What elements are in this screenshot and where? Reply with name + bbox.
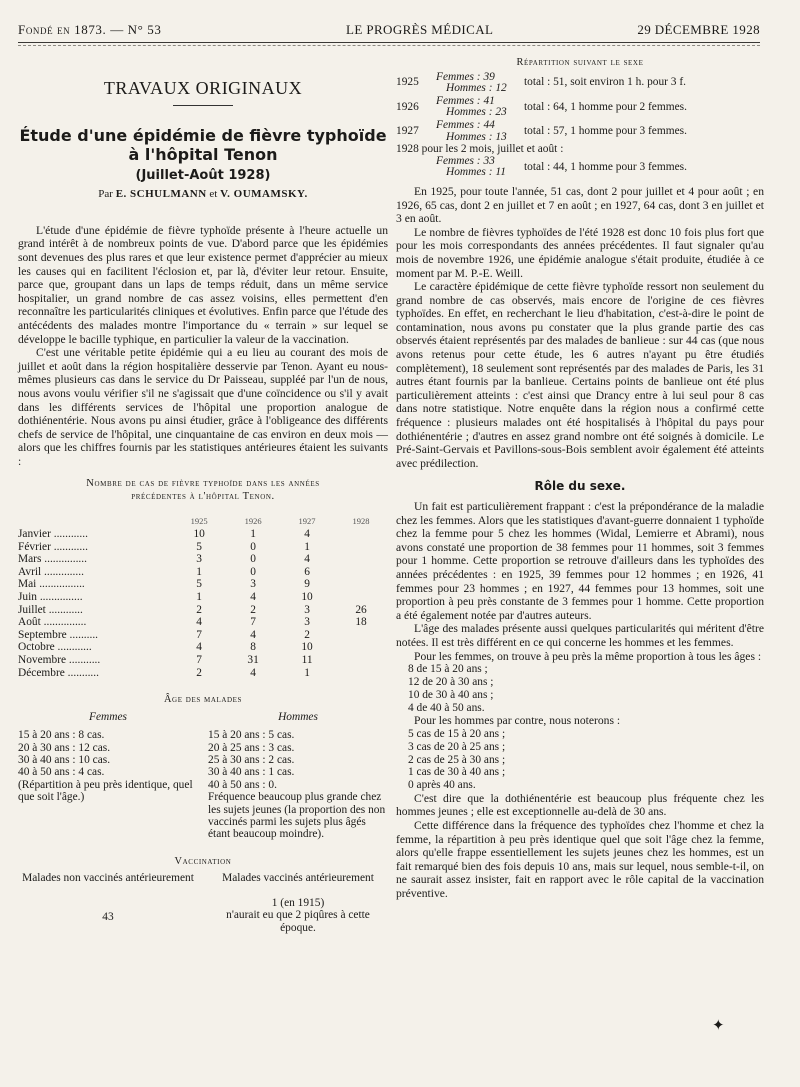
table-body (18, 528, 388, 679)
case-count-cell: 1 (196, 565, 202, 578)
case-count-cell (334, 553, 388, 566)
header-date: 29 DÉCEMBRE 1928 (637, 22, 760, 37)
rep-women: Femmes : 41 (436, 94, 495, 107)
rep-total: total : 51, soit environ 1 h. pour 3 f. (524, 76, 686, 89)
case-count-cell: 4 (196, 616, 202, 629)
left-column (18, 56, 388, 934)
case-count-cell (334, 667, 388, 680)
table-row (18, 616, 388, 629)
men-age-intro: Pour les hommes par contre, nous noterons : (414, 714, 621, 728)
list-item: Fréquence beaucoup plus grande chez les sujets jeunes (la proportion des non vaccinés parmi les sujets plus âgés étant beaucoup moindre). (208, 791, 386, 841)
rep-women: Femmes : 39 (436, 70, 495, 83)
case-count-cell (334, 629, 388, 642)
table-header-row (18, 515, 388, 528)
list-item: 10 de 30 à 40 ans ; (408, 688, 494, 701)
rep-row (396, 96, 764, 119)
case-count-cell: 6 (304, 565, 310, 578)
list-item: 5 cas de 15 à 20 ans ; (408, 727, 506, 740)
rep-row (396, 72, 764, 95)
vaccinated-count: 1 (en 1915) (271, 896, 325, 909)
case-count-cell: 7 (196, 628, 202, 641)
vaccinated-label: Malades vaccinés antérieurement (222, 872, 374, 885)
article-title-line2: à l'hôpital Tenon (128, 144, 278, 164)
case-count-cell: 26 (355, 603, 367, 616)
list-item: 30 à 40 ans : 1 cas. (208, 766, 295, 779)
list-item: 1 cas de 30 à 40 ans ; (408, 766, 506, 779)
non-vaccinated-column (18, 872, 198, 934)
case-count-cell: 4 (196, 641, 202, 654)
case-count-cell: 4 (250, 666, 256, 679)
case-count-cell (334, 578, 388, 591)
rep-total: total : 44, 1 homme pour 3 femmes. (524, 160, 687, 173)
case-count-cell: 1 (304, 666, 310, 679)
yearly-summary-paragraph: En 1925, pour toute l'année, 51 cas, dont 2 pour juillet et 4 pour août ; en 1926, 65 cas, dont 2 en juillet et 7 en août ; en 1927, 64 cas, dont 3 en juillet et 3 en août. (396, 184, 764, 226)
case-count-cell: 31 (247, 654, 259, 666)
table-row (18, 578, 388, 591)
rep-women: Femmes : 33 (436, 154, 495, 167)
case-count-cell: 18 (355, 616, 367, 629)
section-title: TRAVAUX ORIGINAUX (103, 78, 303, 98)
table-row (18, 629, 388, 642)
case-count-cell: 7 (250, 616, 256, 629)
list-item: 25 à 30 ans : 2 cas. (208, 754, 295, 766)
list-item: 20 à 30 ans : 12 cas. (18, 741, 111, 754)
month-name: Octobre ............ (18, 641, 92, 654)
men-heading: Hommes (278, 710, 318, 723)
case-count-cell: 2 (196, 666, 202, 679)
table-row (18, 667, 388, 680)
header-rule (18, 42, 760, 43)
article-subtitle: (Juillet-Août 1928) (135, 167, 271, 183)
vaccination-caption: Vaccination (174, 855, 232, 867)
year-header: 1928 (352, 516, 370, 527)
case-count-cell: 3 (250, 578, 256, 591)
non-vaccinated-count: 43 (102, 910, 114, 923)
vaccinated-note: n'aurait eu que 2 piqûres à cette époque. (226, 909, 370, 934)
case-count-cell (334, 641, 388, 654)
year-header: 1926 (244, 516, 262, 527)
case-count-cell: 0 (250, 540, 256, 553)
table-row (18, 654, 388, 667)
role-of-sex-heading: Rôle du sexe. (534, 479, 626, 494)
list-item: 0 après 40 ans. (408, 779, 476, 792)
list-item: (Répartition à peu près identique, quel que soit l'âge.) (18, 778, 193, 804)
case-count-cell: 10 (301, 591, 313, 604)
month-name: Septembre .......... (18, 628, 99, 641)
authors-prefix: Par (98, 188, 113, 201)
age-intro-paragraph: L'âge des malades présente aussi quelques particularités qui méritent d'être notées. Il est très différent en ce qui concerne les hommes et les femmes. (396, 622, 764, 649)
month-name: Juin ............... (18, 591, 83, 604)
right-column (396, 56, 764, 901)
case-count-cell: 2 (304, 628, 310, 641)
year-header: 1927 (298, 516, 316, 527)
case-count-cell: 10 (193, 528, 205, 541)
case-count-cell: 3 (196, 553, 202, 566)
context-paragraph: C'est une véritable petite épidémie qui a eu lieu au courant des mois de juillet et août dans la région hospitalière desservie par Tenon. Ayant eu nous-mêmes plusieurs cas dans le service du Dr Paisseau, suppléé par l'un de nous, nous avons voulu vérifier s'il ne s'agissait que d'une coïncidence ou s'il y avait dans les différents services de l'hôpital une proportion analogue de dothiénentérie. Nous avons pu ainsi étudier, grâce à l'obligeance des différents chefs de service de l'hôpital, une cinquantaine de cas environ en deux mois — alors que les chiffres fournis par les statistiques antérieures étaient les suivants : (18, 346, 388, 468)
monthly-table-caption (18, 478, 388, 503)
conclusion-paragraph: Cette différence dans la fréquence des typhoïdes chez l'homme et chez la femme, la répartition à peu près identique quel que soit l'âge chez la femme, alors qu'elle frappe essentiellement les sujets jeunes chez les hommes, est un fait remarqué bien des fois depuis 10 ans, mais sur lequel, nous semble-t-il, on ne saurait assez insister, fait en rapport avec le rôle capital de la vaccination préventive. (396, 819, 764, 901)
case-count-cell (334, 654, 388, 667)
table-row (18, 604, 388, 617)
case-count-cell (334, 541, 388, 554)
case-count-cell: 5 (196, 578, 202, 591)
table-row (18, 591, 388, 604)
list-item: 4 de 40 à 50 ans. (408, 701, 485, 714)
list-item: 12 de 20 à 30 ans ; (408, 675, 494, 688)
table-row (18, 528, 388, 541)
case-count-cell (334, 528, 388, 541)
header-journal-title: LE PROGRÈS MÉDICAL (346, 22, 494, 37)
sex-distribution-table (396, 72, 764, 179)
young-men-paragraph: C'est dire que la dothiénentérie est beaucoup plus fréquente chez les hommes jeunes ; elle est exceptionnelle au-delà de 30 ans. (396, 791, 764, 819)
case-count-cell: 3 (304, 603, 310, 616)
case-count-cell: 7 (196, 654, 202, 666)
month-name: Février ............ (18, 540, 88, 553)
rep-total: total : 64, 1 homme pour 2 femmes. (524, 100, 687, 113)
rep-year: 1926 (396, 100, 419, 113)
month-name: Janvier ............ (18, 528, 88, 541)
rep-women: Femmes : 44 (436, 118, 495, 131)
rep-year: 1927 (396, 124, 419, 137)
table-row (18, 641, 388, 654)
month-name: Juillet ............ (18, 603, 83, 616)
author-2: V. OUMAMSKY. (220, 188, 308, 201)
case-count-cell: 2 (196, 603, 202, 616)
table-row (18, 553, 388, 566)
intro-paragraph: L'étude d'une épidémie de fièvre typhoïde présente à l'heure actuelle un grand intérêt à de nombreux points de vue. D'abord parce que les épidémies sont devenues des plus rares et que leur existence permet d'apprécier au mieux les causes qui en facilitent l'éclosion et, par là, d'éviter leur retour. Ensuite, parce que, groupant dans un laps de temps réduit, dans un même service hospitalier, un grand nombre de cas assez voisins, elles permettent d'en reconnaître les particularités cliniques et évolutives. Enfin parce que l'étude des antécédents des malades montre l'importance du « terrain » sur lequel se développe le bacille typhique, en particulier la valeur de la vaccination. (18, 223, 388, 346)
vaccinated-column (208, 872, 388, 934)
case-count-cell: 4 (250, 591, 256, 604)
case-count-cell (334, 591, 388, 604)
article-title-line1: Étude d'une épidémie de fièvre typhoïde (19, 125, 387, 145)
age-columns (18, 711, 388, 841)
list-item: 40 à 50 ans : 0. (208, 778, 277, 791)
year-header: 1925 (190, 516, 208, 527)
rep-year: 1925 (396, 76, 419, 89)
case-count-cell: 1 (304, 540, 310, 553)
case-count-cell: 9 (304, 578, 310, 591)
rep-total: total : 57, 1 homme pour 3 femmes. (524, 124, 687, 137)
monthly-cases-table (18, 515, 388, 679)
women-age-intro: Pour les femmes, on trouve à peu près la même proportion à tous les âges : (414, 649, 762, 663)
case-count-cell: 2 (250, 603, 256, 616)
header-founded: Fondé en 1873. — N° 53 (18, 22, 162, 37)
monthly-table-caption-line2: précédentes à l'hôpital Tenon. (131, 490, 275, 502)
case-count-cell: 10 (301, 641, 313, 654)
women-heading: Femmes (89, 710, 127, 723)
table-row (18, 541, 388, 554)
month-name: Décembre ........... (18, 666, 99, 679)
case-count-cell: 8 (250, 641, 256, 654)
frequency-paragraph: Le nombre de fièvres typhoïdes de l'été 1928 est donc 10 fois plus fort que pour les mois correspondants des années précédentes. Il faut signaler qu'au mois de novembre 1926, une épidémie analogue s'était produite, étudiée à ce moment par M. P.-E. Weill. (396, 225, 764, 280)
case-count-cell: 0 (250, 565, 256, 578)
non-vaccinated-label: Malades non vaccinés antérieurement (22, 872, 194, 885)
rep-row-1928 (396, 156, 764, 179)
case-count-cell: 5 (196, 540, 202, 553)
case-count-cell: 4 (304, 528, 310, 541)
month-name: Novembre ........... (18, 654, 101, 666)
rep-row (396, 120, 764, 143)
list-item: 40 à 50 ans : 4 cas. (18, 766, 105, 779)
article-authors (18, 188, 388, 202)
author-1: E. SCHULMANN (115, 188, 207, 201)
month-name: Mars ............... (18, 553, 87, 566)
monthly-table-caption-line1: Nombre de cas de fièvre typhoïde dans les années (86, 478, 320, 490)
rep-men: Hommes : 23 (446, 106, 507, 119)
sex-predominance-paragraph: Un fait est particulièrement frappant : c'est la prépondérance de la maladie chez les femmes. Alors que les statistiques d'avant-guerre donnaient 1 typhoïde chez la femme pour 5 chez les hommes (Widal, Lemierre et Abrami), nous avons constaté une proportion de 38 femmes pour 11 hommes, soit 3 femmes pour 1 homme. Cette proportion se retrouve d'ailleurs dans les typhoïdes des années précédentes : en 1925, 39 femmes pour 12 hommes ; en 1926, 41 femmes pour 23 hommes ; en 1927, 44 femmes pour 13 hommes, soit une proportion à peu près constante de 3 femmes pour 1 homme. Cette proportion a été également notée par d'autres auteurs. (396, 500, 764, 622)
men-age-list (208, 729, 388, 841)
month-name: Août ............... (18, 616, 87, 629)
end-ornament: ✦ (712, 1018, 725, 1034)
case-count-cell: 3 (304, 616, 310, 629)
case-count-cell: 11 (301, 654, 313, 666)
men-age-column (208, 711, 388, 841)
case-count-cell: 4 (250, 628, 256, 641)
list-item: 15 à 20 ans : 8 cas. (18, 729, 105, 742)
month-name: Mai ................ (18, 578, 85, 591)
running-header (18, 22, 760, 40)
case-count-cell: 1 (250, 528, 256, 541)
list-item: 3 cas de 20 à 25 ans ; (408, 740, 506, 753)
rep-men: Hommes : 13 (446, 130, 507, 143)
sex-distribution-caption: Répartition suivant le sexe (516, 57, 644, 68)
case-count-cell: 0 (250, 553, 256, 566)
rep-men: Hommes : 12 (446, 82, 507, 95)
rep-1928-label: 1928 pour les 2 mois, juillet et août : (396, 143, 564, 156)
men-age-breakdown (396, 728, 764, 792)
header-rule-dashed (18, 45, 760, 46)
list-item: 30 à 40 ans : 10 cas. (18, 754, 111, 766)
list-item: 8 de 15 à 20 ans ; (408, 663, 488, 676)
month-name: Avril .............. (18, 565, 84, 578)
women-age-list (18, 729, 198, 803)
list-item: 2 cas de 25 à 30 ans ; (408, 753, 506, 766)
list-item: 15 à 20 ans : 5 cas. (208, 729, 295, 742)
vaccination-columns (18, 872, 388, 934)
list-item: 20 à 25 ans : 3 cas. (208, 741, 295, 754)
women-age-column (18, 711, 198, 841)
rep-men: Hommes : 11 (446, 166, 506, 179)
women-age-breakdown (396, 663, 764, 714)
case-count-cell: 1 (196, 591, 202, 604)
title-separator (173, 105, 233, 106)
case-count-cell (334, 566, 388, 579)
case-count-cell: 4 (304, 553, 310, 566)
epidemic-origin-paragraph: Le caractère épidémique de cette fièvre typhoïde ressort non seulement du grand nombre de cas observés, mais encore de l'origine de ces fièvres typhoïdes. En effet, en recherchant le lieu d'habitation, c'est-à-dire le point de contamination, nous avons pu constater que la plus grande partie des cas observés étaient représentés par des malades de banlieue : sur 44 cas (que nous avons retenus pour cette étude, les 6 autres n'ayant pu être étudiés complètement), 18 seulement sont représentés par des malades de Paris, les 31 autres étant fournis par la banlieue. Certains points de banlieue ont été plus particulièrement atteints : c'est ainsi que Drancy entre à lui seul pour 8 cas dans notre statistique. Notre enquête dans la région nous a confirmé cette fréquence : plusieurs malades ont été hospitalisés à l'hôpital du pays pour dothiénentérie ; d'autres en assez grand nombre ont été soignés à domicile. Le Pré-Saint-Gervais et Pavillons-sous-Bois semblent avoir également été atteints avec prédilection. (396, 280, 764, 470)
age-caption: Âge des malades (163, 694, 243, 706)
table-row (18, 566, 388, 579)
authors-and: et (209, 188, 218, 201)
